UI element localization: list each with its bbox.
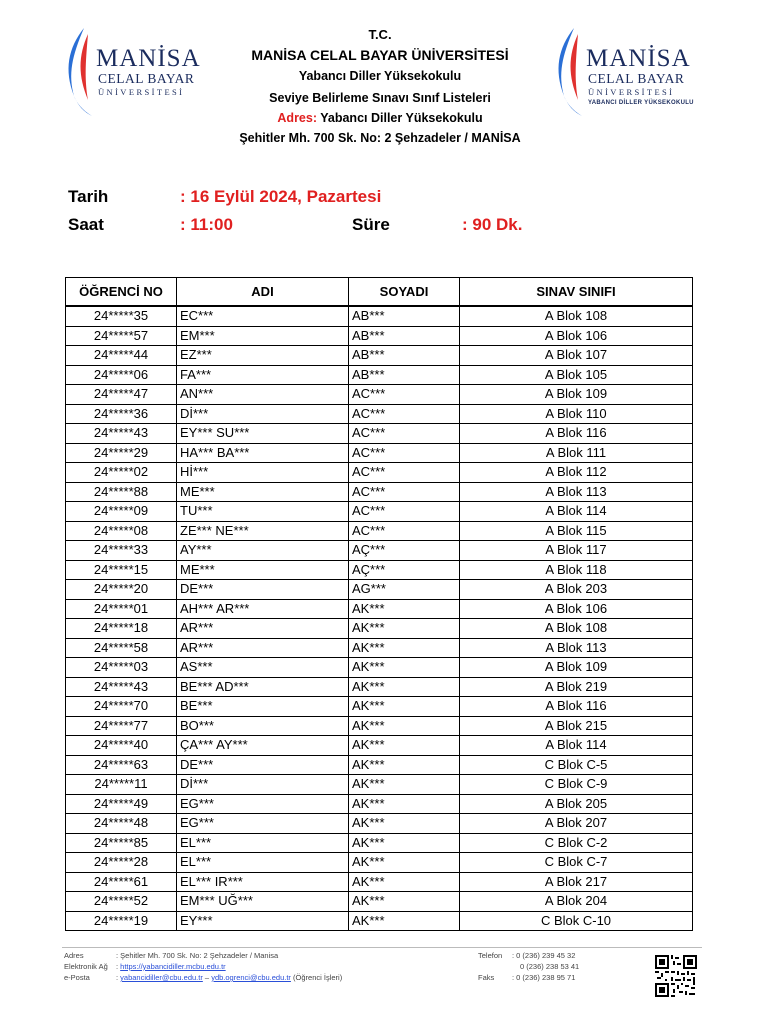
footer-address-value: : Şehitler Mh. 700 Sk. No: 2 Şehzadeler / Manisa bbox=[116, 951, 279, 960]
cell-exam-room: A Blok 215 bbox=[460, 716, 693, 736]
cell-student-no: 24*****20 bbox=[66, 580, 177, 600]
cell-exam-room: C Blok C-10 bbox=[460, 911, 693, 931]
cell-surname: AK*** bbox=[349, 833, 460, 853]
cell-student-no: 24*****33 bbox=[66, 541, 177, 561]
cell-surname: AB*** bbox=[349, 306, 460, 326]
footer-phone-2: 0 (236) 238 53 41 bbox=[520, 962, 580, 971]
cell-surname: AC*** bbox=[349, 521, 460, 541]
cell-name: EM*** UĞ*** bbox=[177, 892, 349, 912]
cell-surname: AK*** bbox=[349, 853, 460, 873]
cell-name: AR*** bbox=[177, 619, 349, 639]
qr-code-icon bbox=[655, 955, 697, 997]
student-roster-table bbox=[65, 277, 693, 931]
time-label: Saat bbox=[68, 215, 104, 234]
cell-name: EL*** bbox=[177, 853, 349, 873]
cell-name: EL*** IR*** bbox=[177, 872, 349, 892]
header-address-line2: Şehitler Mh. 700 Sk. No: 2 Şehzadeler / MANİSA bbox=[239, 131, 521, 145]
table-row bbox=[66, 521, 693, 541]
cell-exam-room: A Blok 118 bbox=[460, 560, 693, 580]
cell-student-no: 24*****85 bbox=[66, 833, 177, 853]
cell-exam-room: A Blok 116 bbox=[460, 424, 693, 444]
cell-name: AR*** bbox=[177, 638, 349, 658]
footer-email-note: (Öğrenci İşleri) bbox=[290, 973, 343, 982]
footer-fax-value: : 0 (236) 238 95 71 bbox=[512, 973, 576, 982]
cell-name: DE*** bbox=[177, 755, 349, 775]
cell-exam-room: A Blok 117 bbox=[460, 541, 693, 561]
cell-name: DE*** bbox=[177, 580, 349, 600]
table-row bbox=[66, 814, 693, 834]
cell-surname: AC*** bbox=[349, 502, 460, 522]
cell-name: EM*** bbox=[177, 326, 349, 346]
cell-surname: AK*** bbox=[349, 794, 460, 814]
cell-exam-room: C Blok C-2 bbox=[460, 833, 693, 853]
cell-exam-room: A Blok 109 bbox=[460, 385, 693, 405]
cell-name: Hİ*** bbox=[177, 463, 349, 483]
header-tc: T.C. bbox=[368, 27, 392, 42]
footer-website-link[interactable]: https://yabancidiller.mcbu.edu.tr bbox=[120, 962, 226, 971]
footer-network-prefix: : bbox=[116, 962, 121, 971]
cell-student-no: 24*****58 bbox=[66, 638, 177, 658]
cell-name: TU*** bbox=[177, 502, 349, 522]
cell-exam-room: A Blok 113 bbox=[460, 482, 693, 502]
cell-student-no: 24*****09 bbox=[66, 502, 177, 522]
cell-surname: AK*** bbox=[349, 677, 460, 697]
cell-name: EL*** bbox=[177, 833, 349, 853]
cell-exam-room: A Blok 105 bbox=[460, 365, 693, 385]
cell-name: AH*** AR*** bbox=[177, 599, 349, 619]
table-row bbox=[66, 736, 693, 756]
cell-name: ME*** bbox=[177, 560, 349, 580]
footer-network-label: Elektronik Ağ bbox=[64, 962, 108, 971]
cell-name: AN*** bbox=[177, 385, 349, 405]
logo-left-line1: MANİSA bbox=[96, 45, 201, 72]
address-label: Adres: bbox=[277, 111, 317, 125]
cell-name: EG*** bbox=[177, 794, 349, 814]
cell-surname: AK*** bbox=[349, 814, 460, 834]
header-school: Yabancı Diller Yüksekokulu bbox=[298, 69, 462, 83]
cell-surname: AC*** bbox=[349, 404, 460, 424]
cell-name: Dİ*** bbox=[177, 404, 349, 424]
cell-student-no: 24*****52 bbox=[66, 892, 177, 912]
cell-surname: AC*** bbox=[349, 443, 460, 463]
table-row bbox=[66, 306, 693, 326]
table-row bbox=[66, 911, 693, 931]
cell-surname: AK*** bbox=[349, 736, 460, 756]
cell-exam-room: A Blok 106 bbox=[460, 326, 693, 346]
table-row bbox=[66, 794, 693, 814]
flame-emblem-icon bbox=[62, 26, 96, 118]
footer-email-label: e-Posta bbox=[64, 973, 90, 982]
footer-email-prefix: : bbox=[116, 973, 121, 982]
cell-student-no: 24*****15 bbox=[66, 560, 177, 580]
footer-email bbox=[116, 973, 342, 982]
table-row bbox=[66, 638, 693, 658]
logo-right-line4: YABANCI DİLLER YÜKSEKOKULU bbox=[588, 100, 694, 106]
table-row bbox=[66, 677, 693, 697]
cell-student-no: 24*****19 bbox=[66, 911, 177, 931]
cell-student-no: 24*****29 bbox=[66, 443, 177, 463]
table-row bbox=[66, 658, 693, 678]
table-row bbox=[66, 833, 693, 853]
logo-right-line1: MANİSA bbox=[586, 45, 691, 72]
cell-student-no: 24*****43 bbox=[66, 677, 177, 697]
cell-exam-room: A Blok 111 bbox=[460, 443, 693, 463]
cell-student-no: 24*****88 bbox=[66, 482, 177, 502]
date-value: : 16 Eylül 2024, Pazartesi bbox=[180, 187, 382, 206]
table-row bbox=[66, 775, 693, 795]
duration-value: : 90 Dk. bbox=[462, 215, 523, 234]
logo-left-line3: ÜNİVERSİTESİ bbox=[98, 87, 185, 97]
cell-surname: AC*** bbox=[349, 463, 460, 483]
table-row bbox=[66, 443, 693, 463]
table-row bbox=[66, 365, 693, 385]
table-header-row bbox=[66, 278, 693, 307]
header-university: MANİSA CELAL BAYAR ÜNİVERSİTESİ bbox=[251, 47, 509, 63]
cell-surname: AB*** bbox=[349, 346, 460, 366]
cell-student-no: 24*****28 bbox=[66, 853, 177, 873]
cell-exam-room: A Blok 108 bbox=[460, 306, 693, 326]
header-student-no: ÖĞRENCİ NO bbox=[66, 278, 177, 307]
cell-exam-room: A Blok 112 bbox=[460, 463, 693, 483]
cell-name: HA*** BA*** bbox=[177, 443, 349, 463]
table-row bbox=[66, 346, 693, 366]
table-row bbox=[66, 716, 693, 736]
cell-surname: AK*** bbox=[349, 697, 460, 717]
cell-surname: AK*** bbox=[349, 755, 460, 775]
table-row bbox=[66, 404, 693, 424]
cell-exam-room: A Blok 205 bbox=[460, 794, 693, 814]
cell-exam-room: A Blok 203 bbox=[460, 580, 693, 600]
cell-exam-room: A Blok 113 bbox=[460, 638, 693, 658]
cell-student-no: 24*****44 bbox=[66, 346, 177, 366]
footer-address-label: Adres bbox=[64, 951, 84, 960]
footer-divider bbox=[62, 947, 702, 948]
table-row bbox=[66, 755, 693, 775]
cell-surname: AK*** bbox=[349, 911, 460, 931]
table-row bbox=[66, 872, 693, 892]
cell-student-no: 24*****57 bbox=[66, 326, 177, 346]
table-row bbox=[66, 482, 693, 502]
address-value: Yabancı Diller Yüksekokulu bbox=[317, 111, 483, 125]
table-row bbox=[66, 560, 693, 580]
footer-fax-label: Faks bbox=[478, 973, 495, 982]
table-row bbox=[66, 619, 693, 639]
cell-exam-room: A Blok 204 bbox=[460, 892, 693, 912]
cell-exam-room: A Blok 109 bbox=[460, 658, 693, 678]
footer-email-link-2[interactable]: ydb.ogrenci@cbu.edu.tr bbox=[211, 973, 291, 982]
cell-surname: AK*** bbox=[349, 775, 460, 795]
cell-student-no: 24*****36 bbox=[66, 404, 177, 424]
duration-label: Süre bbox=[352, 215, 390, 234]
cell-name: EY*** SU*** bbox=[177, 424, 349, 444]
cell-exam-room: A Blok 114 bbox=[460, 502, 693, 522]
logo-right-line3: ÜNİVERSİTESİ bbox=[588, 87, 675, 97]
footer-email-separator: – bbox=[202, 973, 212, 982]
table-row bbox=[66, 580, 693, 600]
cell-student-no: 24*****11 bbox=[66, 775, 177, 795]
table-row bbox=[66, 502, 693, 522]
cell-student-no: 24*****48 bbox=[66, 814, 177, 834]
cell-surname: AC*** bbox=[349, 482, 460, 502]
cell-student-no: 24*****47 bbox=[66, 385, 177, 405]
cell-surname: AB*** bbox=[349, 326, 460, 346]
cell-surname: AB*** bbox=[349, 365, 460, 385]
cell-name: AS*** bbox=[177, 658, 349, 678]
cell-student-no: 24*****40 bbox=[66, 736, 177, 756]
cell-student-no: 24*****02 bbox=[66, 463, 177, 483]
cell-surname: AK*** bbox=[349, 892, 460, 912]
cell-exam-room: C Blok C-9 bbox=[460, 775, 693, 795]
cell-exam-room: A Blok 108 bbox=[460, 619, 693, 639]
cell-name: BE*** AD*** bbox=[177, 677, 349, 697]
cell-surname: AK*** bbox=[349, 872, 460, 892]
cell-name: ME*** bbox=[177, 482, 349, 502]
header-list-title: Seviye Belirleme Sınavı Sınıf Listeleri bbox=[269, 91, 491, 105]
cell-exam-room: A Blok 207 bbox=[460, 814, 693, 834]
cell-exam-room: A Blok 110 bbox=[460, 404, 693, 424]
cell-student-no: 24*****03 bbox=[66, 658, 177, 678]
cell-exam-room: A Blok 217 bbox=[460, 872, 693, 892]
cell-surname: AK*** bbox=[349, 658, 460, 678]
cell-surname: AC*** bbox=[349, 385, 460, 405]
footer-phone-1: : 0 (236) 239 45 32 bbox=[512, 951, 576, 960]
cell-student-no: 24*****61 bbox=[66, 872, 177, 892]
cell-name: ZE*** NE*** bbox=[177, 521, 349, 541]
cell-surname: AC*** bbox=[349, 424, 460, 444]
cell-exam-room: A Blok 115 bbox=[460, 521, 693, 541]
cell-name: EC*** bbox=[177, 306, 349, 326]
table-row bbox=[66, 892, 693, 912]
table-row bbox=[66, 541, 693, 561]
cell-student-no: 24*****70 bbox=[66, 697, 177, 717]
cell-surname: AK*** bbox=[349, 638, 460, 658]
logo-right-line2: CELAL BAYAR bbox=[588, 71, 685, 86]
cell-student-no: 24*****43 bbox=[66, 424, 177, 444]
table-row bbox=[66, 697, 693, 717]
table-row bbox=[66, 599, 693, 619]
footer-email-link-1[interactable]: yabancidiller@cbu.edu.tr bbox=[120, 973, 203, 982]
cell-name: FA*** bbox=[177, 365, 349, 385]
table-row bbox=[66, 326, 693, 346]
header-exam-room: SINAV SINIFI bbox=[460, 278, 693, 307]
cell-exam-room: A Blok 219 bbox=[460, 677, 693, 697]
header-surname: SOYADI bbox=[349, 278, 460, 307]
cell-exam-room: A Blok 116 bbox=[460, 697, 693, 717]
cell-name: ÇA*** AY*** bbox=[177, 736, 349, 756]
table-row bbox=[66, 463, 693, 483]
date-label: Tarih bbox=[68, 187, 109, 206]
header-name: ADI bbox=[177, 278, 349, 307]
cell-surname: AG*** bbox=[349, 580, 460, 600]
cell-student-no: 24*****63 bbox=[66, 755, 177, 775]
cell-surname: AK*** bbox=[349, 716, 460, 736]
table-body bbox=[66, 306, 693, 931]
cell-student-no: 24*****35 bbox=[66, 306, 177, 326]
footer-network bbox=[116, 962, 226, 971]
cell-student-no: 24*****77 bbox=[66, 716, 177, 736]
cell-surname: AÇ*** bbox=[349, 541, 460, 561]
cell-exam-room: A Blok 107 bbox=[460, 346, 693, 366]
cell-name: AY*** bbox=[177, 541, 349, 561]
cell-student-no: 24*****49 bbox=[66, 794, 177, 814]
header-address-line1 bbox=[180, 111, 580, 125]
logo-left-line2: CELAL BAYAR bbox=[98, 71, 195, 86]
cell-name: BO*** bbox=[177, 716, 349, 736]
cell-student-no: 24*****08 bbox=[66, 521, 177, 541]
time-value: : 11:00 bbox=[180, 215, 233, 234]
table-row bbox=[66, 385, 693, 405]
cell-exam-room: A Blok 114 bbox=[460, 736, 693, 756]
cell-exam-room: C Blok C-5 bbox=[460, 755, 693, 775]
cell-name: Dİ*** bbox=[177, 775, 349, 795]
cell-surname: AK*** bbox=[349, 599, 460, 619]
footer-phone-label: Telefon bbox=[478, 951, 503, 960]
cell-name: EY*** bbox=[177, 911, 349, 931]
cell-surname: AK*** bbox=[349, 619, 460, 639]
cell-name: EG*** bbox=[177, 814, 349, 834]
table-row bbox=[66, 853, 693, 873]
cell-student-no: 24*****18 bbox=[66, 619, 177, 639]
table-row bbox=[66, 424, 693, 444]
cell-name: BE*** bbox=[177, 697, 349, 717]
cell-name: EZ*** bbox=[177, 346, 349, 366]
cell-exam-room: A Blok 106 bbox=[460, 599, 693, 619]
cell-student-no: 24*****06 bbox=[66, 365, 177, 385]
cell-student-no: 24*****01 bbox=[66, 599, 177, 619]
cell-surname: AÇ*** bbox=[349, 560, 460, 580]
cell-exam-room: C Blok C-7 bbox=[460, 853, 693, 873]
